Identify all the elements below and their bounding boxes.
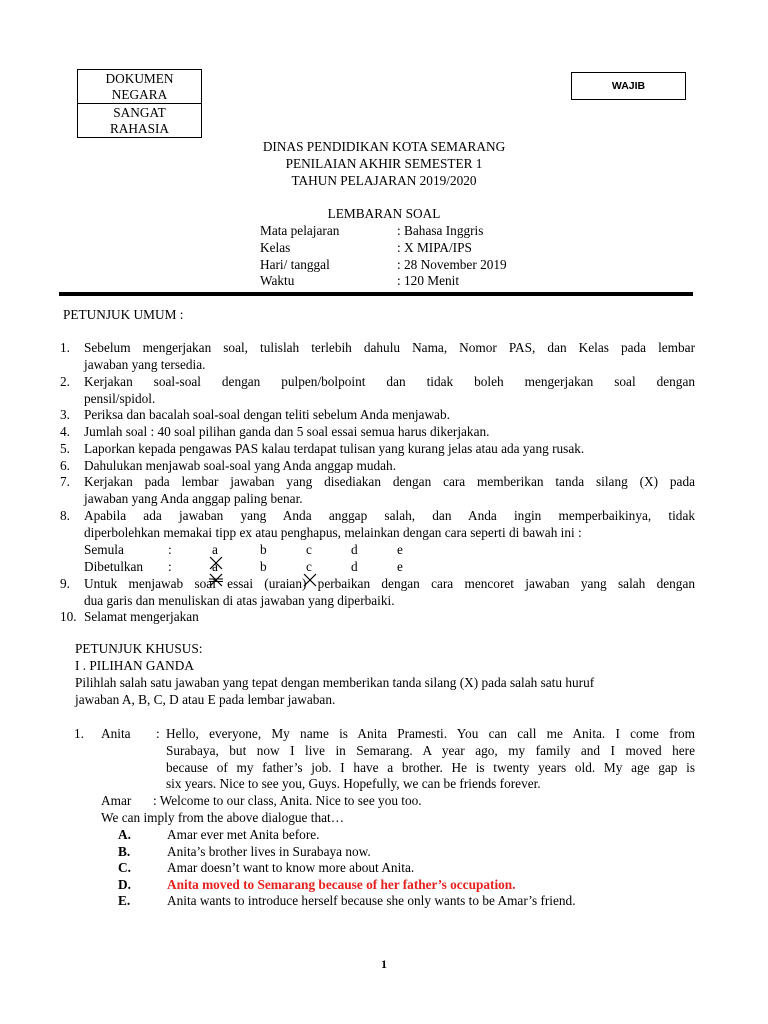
info-value: : 120 Menit [397,273,460,288]
option-letter: A. [118,827,131,842]
question-number: 1. [74,726,84,741]
list-item [84,576,695,610]
info-label: Mata pelajaran [260,223,340,238]
list-number: 9. [60,576,70,591]
dialogue-reply: : Welcome to our class, Anita. Nice to see you too. [153,793,422,808]
classification-line1: DOKUMEN [105,70,174,86]
list-item [84,508,695,542]
list-item-line: Kerjakan pada lembar jawaban yang disediakan dengan cara memberikan tanda silang (X) pada [84,474,695,489]
list-item-line: jawaban yang Anda anggap paling benar. [84,490,303,506]
page-number: 1 [381,957,387,971]
list-item-line: Untuk menjawab soal essai (uraian) perbaikan dengan cara mencoret jawaban yang salah dengan [84,576,695,591]
list-number: 7. [60,474,70,489]
dialogue-text [166,726,695,793]
list-item: Laporkan kepada pengawas PAS kalau terdapat tulisan yang kurang jelas atau ada yang rusak. [84,441,585,456]
classification-bottom [78,104,201,137]
list-number: 8. [60,508,70,523]
list-item: Jumlah soal : 40 soal pilihan ganda dan 5 soal essai semua harus dikerjakan. [84,424,490,439]
list-item-line: pensil/spidol. [84,390,156,406]
dialogue-line: six years. Nice to see you, Guys. Hopefully, we can be friends forever. [166,776,541,792]
speaker-name: Anita [101,726,131,741]
example-label: Dibetulkan [84,559,144,574]
option-text: Amar ever met Anita before. [167,827,320,842]
example-option: e [397,559,403,574]
option-letter: C. [118,860,131,875]
list-item: Dahulukan menjawab soal-soal yang Anda anggap mudah. [84,458,397,473]
list-item-line: Sebelum mengerjakan soal, tulislah terlebih dahulu Nama, Nomor PAS, dan Kelas pada lembar [84,340,695,355]
example-option-letter: c [306,559,312,574]
example-option-letter: a [212,559,218,574]
example-option: d [351,559,358,574]
option-letter: D. [118,877,131,892]
info-label: Waktu [260,273,295,288]
info-label: Kelas [260,240,291,255]
list-item-line: jawaban yang tersedia. [84,356,206,372]
info-value: : X MIPA/IPS [397,240,472,255]
list-number: 2. [60,374,70,389]
example-option-crossed [212,542,218,558]
list-item-line: dua garis dan menuliskan di atas jawaban yang diperbaiki. [84,592,395,608]
example-option: e [397,542,403,557]
list-item-line: Apabila ada jawaban yang Anda anggap salah, dan Anda ingin memperbaikinya, tidak [84,508,695,523]
list-number: 5. [60,441,70,456]
example-label: Semula [84,542,124,557]
speaker-colon: : [156,726,160,741]
option-text-answer: Anita moved to Semarang because of her father’s occupation. [167,877,516,892]
example-option-cancelled [212,559,218,575]
example-colon: : [168,559,172,574]
option-letter: E. [118,893,131,908]
special-instruction-line: Pilihlah salah satu jawaban yang tepat dengan memberikan tanda silang (X) pada salah satu huruf [75,675,595,690]
list-item: Selamat mengerjakan [84,609,199,624]
option-text: Amar doesn’t want to know more about Anita. [167,860,415,875]
list-item [84,374,695,408]
classification-line3: SANGAT [113,104,166,120]
general-instructions-title: PETUNJUK UMUM : [63,307,184,322]
info-label: Hari/ tanggal [260,257,330,272]
speaker-name: Amar [101,793,132,808]
option-text: Anita’s brother lives in Surabaya now. [167,844,371,859]
example-option-letter: a [212,542,218,557]
example-option: c [306,542,312,557]
question-stem: We can imply from the above dialogue that… [101,810,344,825]
special-instructions-title: PETUNJUK KHUSUS: [75,641,203,656]
classification-box [77,69,202,138]
list-item: Periksa dan bacalah soal-soal dengan teliti sebelum Anda menjawab. [84,407,450,422]
classification-line4: RAHASIA [109,120,170,136]
list-item [84,474,695,508]
section-heading: I . PILIHAN GANDA [75,658,194,673]
option-text: Anita wants to introduce herself because she only wants to be Amar’s friend. [167,893,576,908]
header-year: TAHUN PELAJARAN 2019/2020 [291,173,477,188]
wajib-badge: WAJIB [571,72,686,100]
example-option-crossed [306,559,312,575]
info-value: : Bahasa Inggris [397,223,484,238]
option-letter: B. [118,844,131,859]
list-number: 1. [60,340,70,355]
example-option: b [260,542,267,557]
classification-top [78,70,201,104]
list-number: 6. [60,458,70,473]
info-value: : 28 November 2019 [397,257,507,272]
classification-line2: NEGARA [111,86,168,102]
list-item-line: diperbolehkan memakai tipp ex atau penghapus, melainkan dengan cara seperti di bawah ini : [84,524,582,540]
header-agency: DINAS PENDIDIKAN KOTA SEMARANG [262,139,506,154]
example-option: d [351,542,358,557]
dialogue-line: Hello, everyone, My name is Anita Pramesti. You can call me Anita. I come from [166,726,695,741]
header-exam: PENILAIAN AKHIR SEMESTER 1 [285,156,483,171]
list-number: 10. [60,609,77,624]
sheet-title: LEMBARAN SOAL [327,206,441,221]
header-divider [59,292,693,296]
dialogue-line: Surabaya, but now I live in Semarang. A year ago, my family and I moved here [166,742,695,758]
example-option: b [260,559,267,574]
example-colon: : [168,542,172,557]
list-item [84,340,695,374]
dialogue-line: because of my father’s job. I have a brother. He is twenty years old. My age gap is [166,759,695,775]
list-number: 4. [60,424,70,439]
list-item-line: Kerjakan soal-soal dengan pulpen/bolpoint dan tidak boleh mengerjakan soal dengan [84,374,695,389]
list-number: 3. [60,407,70,422]
special-instruction-line: jawaban A, B, C, D atau E pada lembar jawaban. [75,692,336,707]
